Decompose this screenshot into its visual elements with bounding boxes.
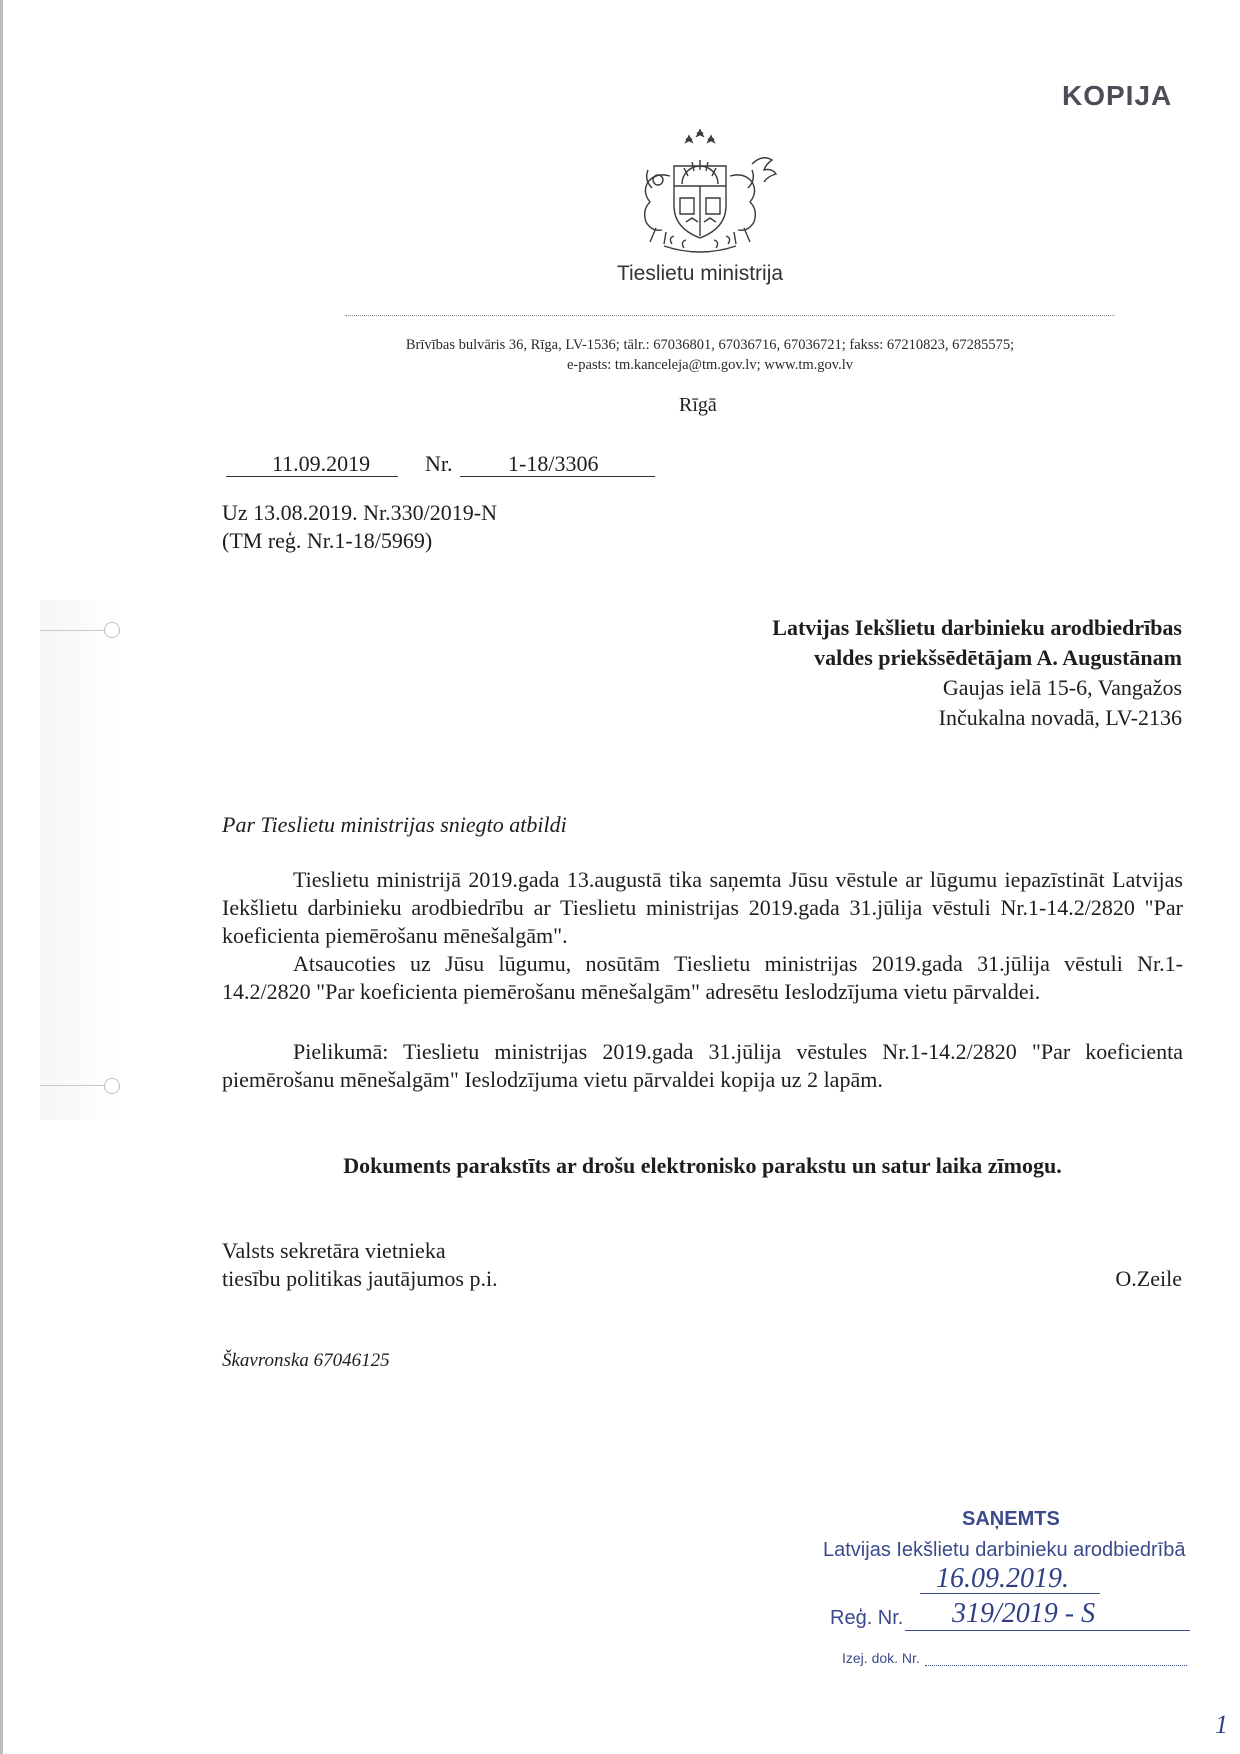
received-stamp-date: 16.09.2019. bbox=[936, 1563, 1069, 1594]
document-date: 11.09.2019 bbox=[272, 451, 371, 476]
number-underline bbox=[460, 476, 655, 477]
scan-left-edge bbox=[0, 0, 3, 1754]
received-stamp-reg-number: 319/2019 - S bbox=[952, 1598, 1096, 1629]
recipient-person: valdes priekšsēdētājam A. Augustānam bbox=[814, 645, 1182, 670]
received-stamp-reg-label: Reģ. Nr. bbox=[830, 1607, 904, 1629]
signatory-title: Valsts sekretāra vietnieka bbox=[222, 1238, 446, 1263]
coat-of-arms-logo bbox=[612, 128, 788, 260]
attachment-paragraph: Pielikumā: Tieslietu ministrijas 2019.gada 31.jūlija vēstules Nr.1-14.2/2820 "Par koeficienta piemērošanu mēnešalgām" Ieslodzījuma vietu pārvaldei kopija uz 2 lapām. bbox=[222, 1039, 1183, 1092]
e-signature-note: Dokuments parakstīts ar drošu elektronisko parakstu un satur laika zīmogu. bbox=[343, 1153, 1062, 1178]
recipient-organization: Latvijas Iekšlietu darbinieku arodbiedrības bbox=[772, 615, 1182, 640]
signatory-title: tiesību politikas jautājumos p.i. bbox=[222, 1266, 498, 1291]
address-line: e-pasts: tm.kanceleja@tm.gov.lv; www.tm.gov.lv bbox=[567, 357, 853, 373]
signatory-name: O.Zeile bbox=[1115, 1266, 1182, 1291]
stamp-reg-line bbox=[905, 1630, 1190, 1631]
ministry-name: Tieslietu ministrija bbox=[616, 262, 784, 285]
address-line: Brīvības bulvāris 36, Rīga, LV-1536; tālr.: 67036801, 67036716, 67036721; fakss: 67210823, 67285575; bbox=[405, 337, 1015, 353]
date-underline bbox=[226, 476, 398, 477]
contact-person: Škavronska 67046125 bbox=[222, 1350, 390, 1371]
staple-hole bbox=[104, 622, 120, 638]
letter-body bbox=[222, 866, 1183, 1094]
recipient-address: Inčukalna novadā, LV-2136 bbox=[938, 705, 1182, 730]
staple-hole bbox=[104, 1078, 120, 1094]
reference-line: Uz 13.08.2019. Nr.330/2019-N bbox=[222, 500, 497, 525]
document-number-label: Nr. bbox=[425, 451, 453, 476]
header-rule bbox=[345, 315, 1115, 316]
received-stamp-header: SAŅEMTS bbox=[962, 1508, 1060, 1530]
fold-shadow bbox=[40, 600, 120, 1120]
document-number: 1-18/3306 bbox=[508, 451, 599, 476]
city: Rīgā bbox=[679, 394, 717, 416]
handwritten-page-mark: 1 bbox=[1215, 1710, 1228, 1739]
recipient-address: Gaujas ielā 15-6, Vangažos bbox=[942, 675, 1182, 700]
body-paragraph: Tieslietu ministrijā 2019.gada 13.augustā tika saņemta Jūsu vēstule ar lūgumu iepazīstināt Latvijas Iekšlietu darbinieku arodbiedrību ar Tieslietu ministrijas 2019.gada 31.jūlija vēstuli Nr.1-14.2/2820 "Par koeficienta piemērošanu mēnešalgām". bbox=[222, 867, 1183, 948]
received-stamp-outgoing-label: Izej. dok. Nr. bbox=[842, 1650, 920, 1666]
stamp-date-line bbox=[920, 1593, 1100, 1594]
body-paragraph: Atsaucoties uz Jūsu lūgumu, nosūtām Tieslietu ministrijas 2019.gada 31.jūlija vēstuli Nr.1-14.2/2820 "Par koeficienta piemērošanu mēnešalgām" adresētu Ieslodzījuma vietu pārvaldei. bbox=[222, 951, 1183, 1004]
ministry-address bbox=[300, 335, 1120, 375]
letter-subject: Par Tieslietu ministrijas sniegto atbildi bbox=[222, 812, 567, 837]
stamp-outgoing-line bbox=[925, 1665, 1187, 1666]
recipient-block bbox=[772, 613, 1182, 733]
copy-stamp: KOPIJA bbox=[1062, 80, 1173, 111]
received-stamp-organization: Latvijas Iekšlietu darbinieku arodbiedrībā bbox=[823, 1539, 1186, 1561]
reference-line: (TM reģ. Nr.1-18/5969) bbox=[222, 528, 433, 553]
